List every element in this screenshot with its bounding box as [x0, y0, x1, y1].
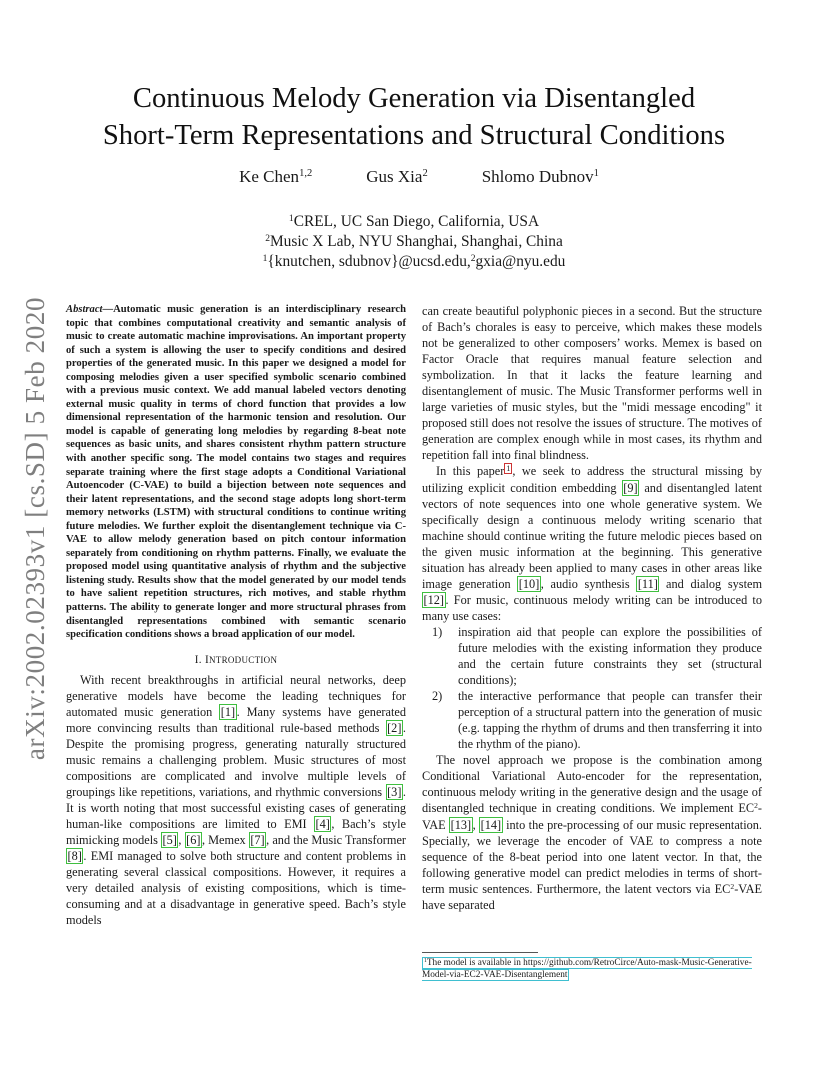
email-mark: 1: [262, 252, 268, 264]
use-case-list: [422, 624, 762, 752]
text-run: ,: [178, 833, 185, 848]
text-run: into the pre-processing of our music representation. Specially, we leverage the encoder of VAE to compress a note sequence of the 8-beat period into one latent vector. In that, the following generative model can predict melodies in terms of short-term music sentences. Furthermore, the latent vectors via EC: [422, 817, 763, 896]
footnote: [422, 957, 767, 981]
footnote-divider: [422, 952, 538, 953]
author-ke-chen: [239, 167, 312, 187]
text-run: , audio synthesis: [540, 576, 637, 591]
abstract-label: Abstract: [66, 304, 103, 315]
text-run: . For music, continuous melody writing can be introduced to many use cases:: [422, 592, 762, 623]
affiliation-text: CREL, UC San Diego, California, USA: [293, 213, 540, 230]
author-gus-xia: [366, 167, 427, 187]
citation-link[interactable]: [9]: [623, 480, 638, 495]
author-emails: [0, 252, 828, 272]
footnote-url-link[interactable]: [422, 957, 752, 981]
arxiv-identifier-text: arXiv:2002.02393v1 [cs.SD] 5 Feb 2020: [20, 296, 51, 760]
superscript: 2: [730, 881, 735, 891]
citation-link[interactable]: [12]: [423, 592, 444, 607]
abstract: [66, 303, 406, 642]
text-run: , and the Music Transformer: [266, 833, 407, 848]
text-run: , Memex: [201, 833, 249, 848]
list-item-text: inspiration aid that people can explore the possibilities of future melodies with the existing information they produce and the certain future constraints they set (structural conditions);: [458, 624, 762, 688]
author-name: Shlomo Dubnov: [481, 167, 594, 186]
text-run: , we seek to address the structural missing by utilizing explicit condition embedding: [422, 464, 762, 495]
author-affiliation-mark: 1,2: [299, 168, 313, 180]
footnote-number: 1: [424, 957, 427, 964]
text-run: , Bach’s style mimicking models: [66, 817, 406, 848]
section-heading-introduction: [66, 654, 406, 666]
affiliations-block: [0, 212, 828, 272]
list-item: [432, 624, 762, 688]
author-list: [0, 167, 828, 187]
text-run: . Despite the promising progress, generating naturally structured music remains a challenging problem. Music structures of most compositions are complicated and involve multiple levels of groupings like repetitions, variations, and rhythmic conversions: [66, 720, 406, 799]
citation-link[interactable]: [7]: [250, 833, 265, 848]
text-run: -VAE have separated: [422, 881, 762, 912]
text-run: With recent breakthroughs in artificial neural networks, deep generative models have become the leading techniques for automated music generation: [66, 672, 406, 719]
list-item-number: 2): [432, 689, 443, 704]
citation-link[interactable]: [13]: [450, 817, 472, 832]
author-affiliation-mark: 2: [422, 168, 428, 180]
list-item-number: 1): [432, 624, 443, 639]
citation-link[interactable]: [11]: [637, 576, 658, 591]
list-item-text: the interactive performance that people can transfer their perception of a structural pattern into the generation of music (e.g. tapping the rhythm of drums and then transferring it into the rhythm of the piano).: [458, 689, 762, 752]
email-text-1: {knutchen, sdubnov}@ucsd.edu,: [267, 253, 471, 270]
affiliation-mark: 2: [265, 232, 270, 244]
affiliation-text: Music X Lab, NYU Shanghai, Shanghai, China: [269, 233, 563, 250]
intro-paragraph: [66, 672, 406, 929]
superscript: 2: [754, 801, 758, 811]
arxiv-identifier-stamp: [16, 296, 56, 760]
left-column: [66, 303, 406, 928]
author-affiliation-mark: 1: [593, 168, 599, 180]
text-run: -VAE: [422, 801, 762, 832]
author-name: Ke Chen: [239, 167, 300, 186]
text-run: The novel approach we propose is the combination among Conditional Variational Auto-encoder for the representation, continuous melody writing in the generative design and the usage of disentangled technique in creating conditions. We implement EC: [422, 753, 762, 816]
citation-link[interactable]: [10]: [518, 576, 540, 591]
body-paragraph-2: [422, 463, 762, 623]
author-name: Gus Xia: [366, 167, 423, 186]
footnote-text: The model is available in https://github.com/RetroCirce/Auto-mask-Music-Generative-Model-via-EC2-VAE-Disentanglement: [422, 958, 752, 981]
footnote-reference-link[interactable]: 1: [506, 464, 511, 474]
citation-link[interactable]: [4]: [315, 817, 330, 832]
body-paragraph-1: can create beautiful polyphonic pieces in a second. But the structure of Bach’s chorales is easy to perceive, which makes these models not be generalized to other composers’ works. Memex is based on Factor Oracle that requires manual feature selection and symbolization. In that it lacks the feature learning and disentanglement of music. The Music Transformer performs well in large varieties of music styles, but the "midi message encoding" it proposed still does not resolve the issues of structure. The motives of generation are complex enough while in most cases, its rhythm and repetition fall into final blindness.: [422, 304, 762, 463]
email-mark: 2: [470, 252, 476, 264]
text-run: . Many systems have generated more convincing results than traditional rule-based methods: [66, 704, 406, 735]
email-text-2: gxia@nyu.edu: [475, 253, 566, 270]
affiliation-mark: 1: [288, 212, 294, 224]
section-number: I. I: [194, 653, 209, 666]
text-run: In this paper: [436, 464, 505, 479]
text-run: . EMI managed to solve both structure and content problems in generating several classical compositions. However, it requires a very detailed analysis of existing compositions, which is time-consuming and at a disadvantage in generative speed. Bach’s style models: [66, 849, 406, 928]
paper-title: [40, 80, 788, 154]
paper-title-line-1: Continuous Melody Generation via Disentangled: [132, 83, 696, 114]
text-run: . It is worth noting that most successful existing cases of generating human-like compositions are limited to EMI: [66, 785, 406, 832]
abstract-text: —Automatic music generation is an interdisciplinary research topic that combines computational creativity and semantic analysis of music to create automatic machine improvisations. An important property of such a system is allowing the user to specify conditions and desired properties of the generated music. In this paper we designed a model for composing melodies given a user specified symbolic scenario combined with a previous music context. We add manual labeled vectors denoting external music quality in terms of chord function that provides a low dimensional representation of the harmonic tension and resolution. Our model is capable of generating long melodies by regarding 8-beat note sequences as basic units, and shares consistent rhythm pattern structure with another specific song. The model contains two stages and requires separate training where the first stage adopts a Conditional Variational Autoencoder (C-VAE) to build a bijection between note sequences and their latent representations, and the second stage adopts long short-term memory networks (LSTM) with structural conditions to continue writing future melodies. We further exploit the disentanglement technique via C-VAE to allow melody generation based on pitch contour information separately from conditioning on rhythm patterns. Finally, we evaluate the proposed model using quantitative analysis of rhythm and the subjective listening study. Results show that the model generated by our model tends to have salient repetition structures, rich motives, and stable rhythm patterns. The ability to generate longer and more structural phrases from disentangled representations combined with semantic scenario specification conditions shows a broad application of our model.: [66, 304, 406, 641]
text-run: and disentangled latent vectors of note sequences into one whole generative system. We specifically design a continuous melody writing scenario that machine should continue writing the future melodic pieces based on the given music information at the beginning. This generative situation has already been applied to many cases in other areas like image generation: [422, 480, 762, 591]
citation-link[interactable]: [6]: [186, 833, 201, 848]
citation-link[interactable]: [14]: [480, 817, 502, 832]
section-title: NTRODUCTION: [208, 654, 278, 665]
list-item: [432, 688, 762, 752]
text-run: and dialog system: [659, 576, 763, 591]
author-shlomo-dubnov: [482, 167, 599, 187]
paper-title-line-2: Short-Term Representations and Structural Conditions: [102, 120, 726, 151]
affiliation-2: [0, 232, 828, 252]
citation-link[interactable]: [3]: [387, 785, 402, 799]
citation-link[interactable]: [5]: [162, 833, 177, 848]
affiliation-1: [0, 212, 828, 232]
citation-link[interactable]: [2]: [387, 720, 402, 735]
text-run: ,: [472, 817, 480, 832]
body-paragraph-3: [422, 752, 762, 912]
right-column: [422, 303, 762, 913]
citation-link[interactable]: [1]: [220, 704, 236, 719]
citation-link[interactable]: [8]: [67, 849, 82, 864]
